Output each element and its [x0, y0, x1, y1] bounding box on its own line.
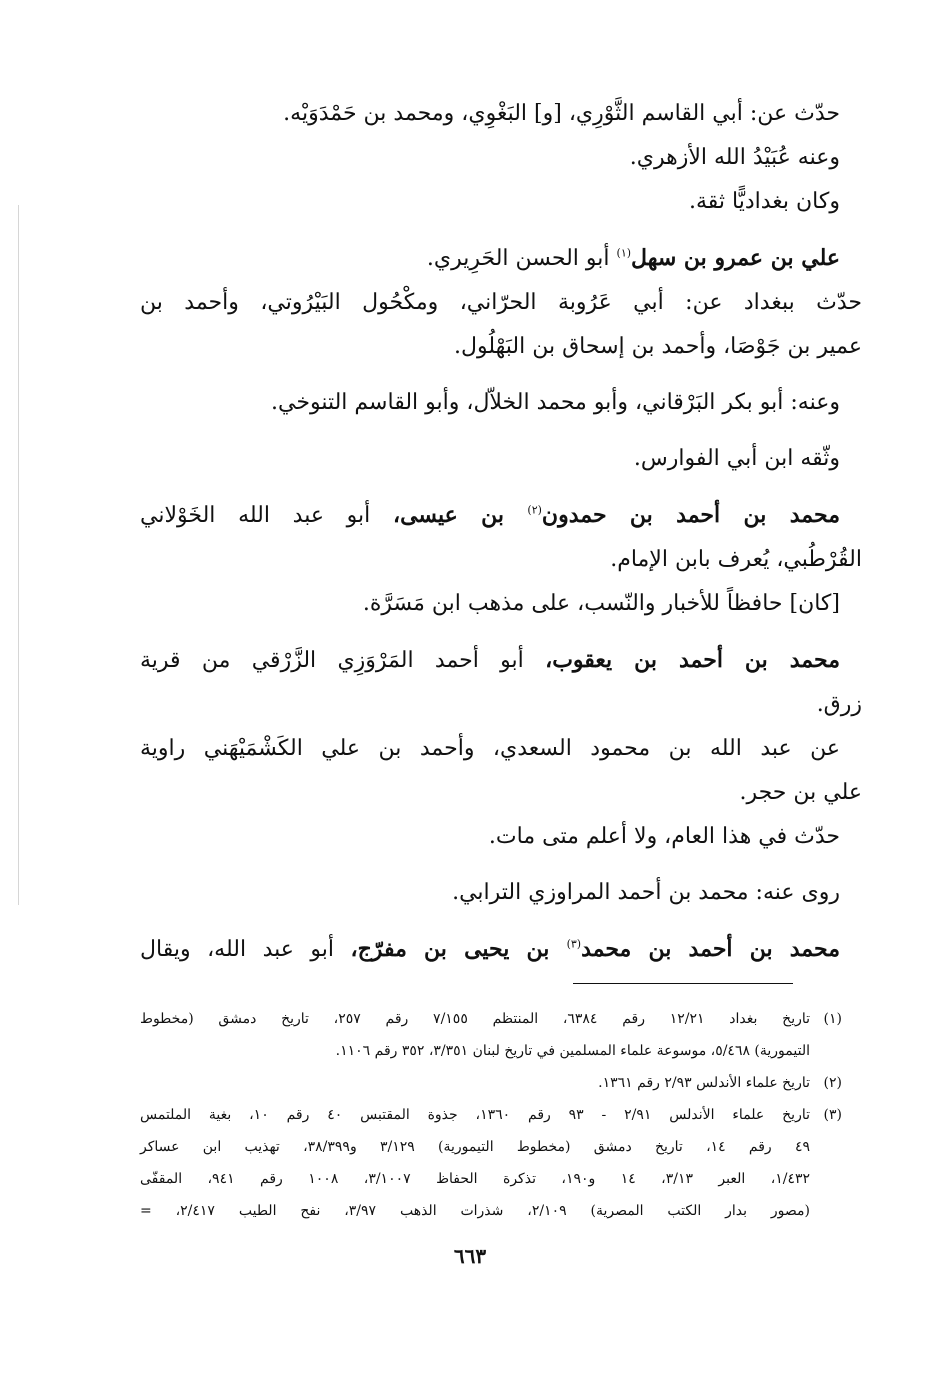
- footnote-number: (١): [823, 1011, 842, 1027]
- footnote-ref: (٣): [566, 937, 582, 951]
- entry-kunya: أبو عبد الله الخَوْلاني: [140, 503, 393, 528]
- main-text: [140, 92, 862, 972]
- text-line: وكان بغداديًّا ثقة.: [688, 189, 840, 214]
- footnote-line: ١/٤٣٢، العبر ٣/١٣، ١٤ و١٩٠، تذكرة الحفاظ ٣/١٠٠٧، ١٠٠٨ رقم ٩٤١، المقفّى: [140, 1171, 811, 1187]
- footnote-2: [140, 1067, 842, 1099]
- text-line: حدّث ببغداد عن: أبي عَرُوبة الحرّاني، ومكْحُول البَيْرُوتي، وأحمد بن: [140, 290, 862, 315]
- footnote-number: (٣): [823, 1107, 842, 1123]
- text-line: وعنه عُبَيْدُ الله الأزهري.: [629, 145, 840, 170]
- entry-name: محمد بن أحمد بن يعقوب،: [545, 647, 840, 673]
- entry-heading: [140, 927, 840, 972]
- footnote-line: تاريخ علماء الأندلس ٢/٩١ - ٩٣ رقم ١٣٦٠، جذوة المقتبس ٤٠ رقم ١٠، بغية الملتمس: [140, 1107, 810, 1123]
- entry-heading: [140, 493, 840, 538]
- entry-kunya: أبو الحسن الحَرِيري.: [426, 246, 617, 271]
- footnote-line: تاريخ بغداد ١٢/٢١ رقم ٦٣٨٤، المنتظم ٧/١٥٥ رقم ٢٥٧، تاريخ دمشق (مخطوط: [140, 1011, 811, 1027]
- text-line: [كان] حافظاً للأخبار والنّسب، على مذهب ابن مَسَرَّة.: [362, 591, 840, 616]
- entry-name: محمد بن أحمد بن محمد: [581, 936, 840, 962]
- entry-name: بن يحيى بن مفرّج،: [350, 936, 567, 962]
- entry-name: علي بن عمرو بن سهل: [631, 245, 840, 271]
- entry-name: بن عيسى،: [392, 502, 528, 528]
- footnotes: [140, 1003, 842, 1227]
- footnote-3: [140, 1099, 842, 1227]
- footnote-line: التيمورية) ٥/٤٦٨، موسوعة علماء المسلمين في تاريخ لبنان ٣/٣٥١، ٣٥٢ رقم ١١٠٦.: [335, 1043, 810, 1059]
- text-line: القُرْطُبي، يُعرف بابن الإمام.: [610, 547, 862, 572]
- footnote-ref: (٢): [527, 503, 542, 517]
- text-line: زرق.: [816, 692, 862, 717]
- text-line: حدّث في هذا العام، ولا أعلم متى مات.: [488, 824, 840, 849]
- text-line: وثّقه ابن أبي الفوارس.: [633, 446, 840, 471]
- text-line: عمير بن جَوْصَا، وأحمد بن إسحاق بن البَهْلُول.: [454, 334, 862, 359]
- page-number: ٦٦٣: [453, 1244, 487, 1268]
- text-line: روى عنه: محمد بن أحمد المراوزي الترابي.: [452, 880, 840, 905]
- entry-kunya: أبو أحمد المَرْوَزِي الزَّرْقي من قرية: [140, 648, 546, 673]
- footnote-ref: (١): [616, 246, 632, 260]
- footnote-line: (مصور بدار الكتب المصرية) ٢/١٠٩، شذرات الذهب ٣/٩٧، نفح الطيب ٢/٤١٧، =: [140, 1203, 811, 1219]
- entry-heading: [140, 236, 840, 281]
- text-line: عن عبد الله بن محمود السعدي، وأحمد بن علي الكَشْمَيْهَني راوية: [140, 736, 840, 761]
- scan-edge-line: [18, 205, 19, 905]
- footnote-line: تاريخ علماء الأندلس ٢/٩٣ رقم ١٣٦١.: [598, 1075, 810, 1091]
- footnote-line: ٤٩ رقم ١٤، تاريخ دمشق (مخطوط التيمورية) ٣/١٢٩ و٣٨/٣٩٩، تهذيب ابن عساكر: [140, 1139, 810, 1155]
- footnote-1: [140, 1003, 842, 1067]
- entry-name: محمد بن أحمد بن حمدون: [541, 502, 840, 528]
- text-line: وعنه: أبو بكر البَرْقاني، وأبو محمد الخلاّل، وأبو القاسم التنوخي.: [271, 390, 840, 415]
- entry-heading: [140, 638, 840, 683]
- footnote-separator: [573, 983, 793, 984]
- text-line: علي بن حجر.: [739, 780, 862, 805]
- entry-kunya: أبو عبد الله، ويقال: [140, 937, 351, 962]
- text-line: حدّث عن: أبي القاسم الثَّوْرِي، [و] البَغْوِي، ومحمد بن حَمْدَوَيْه.: [283, 101, 840, 126]
- footnote-number: (٢): [823, 1075, 842, 1091]
